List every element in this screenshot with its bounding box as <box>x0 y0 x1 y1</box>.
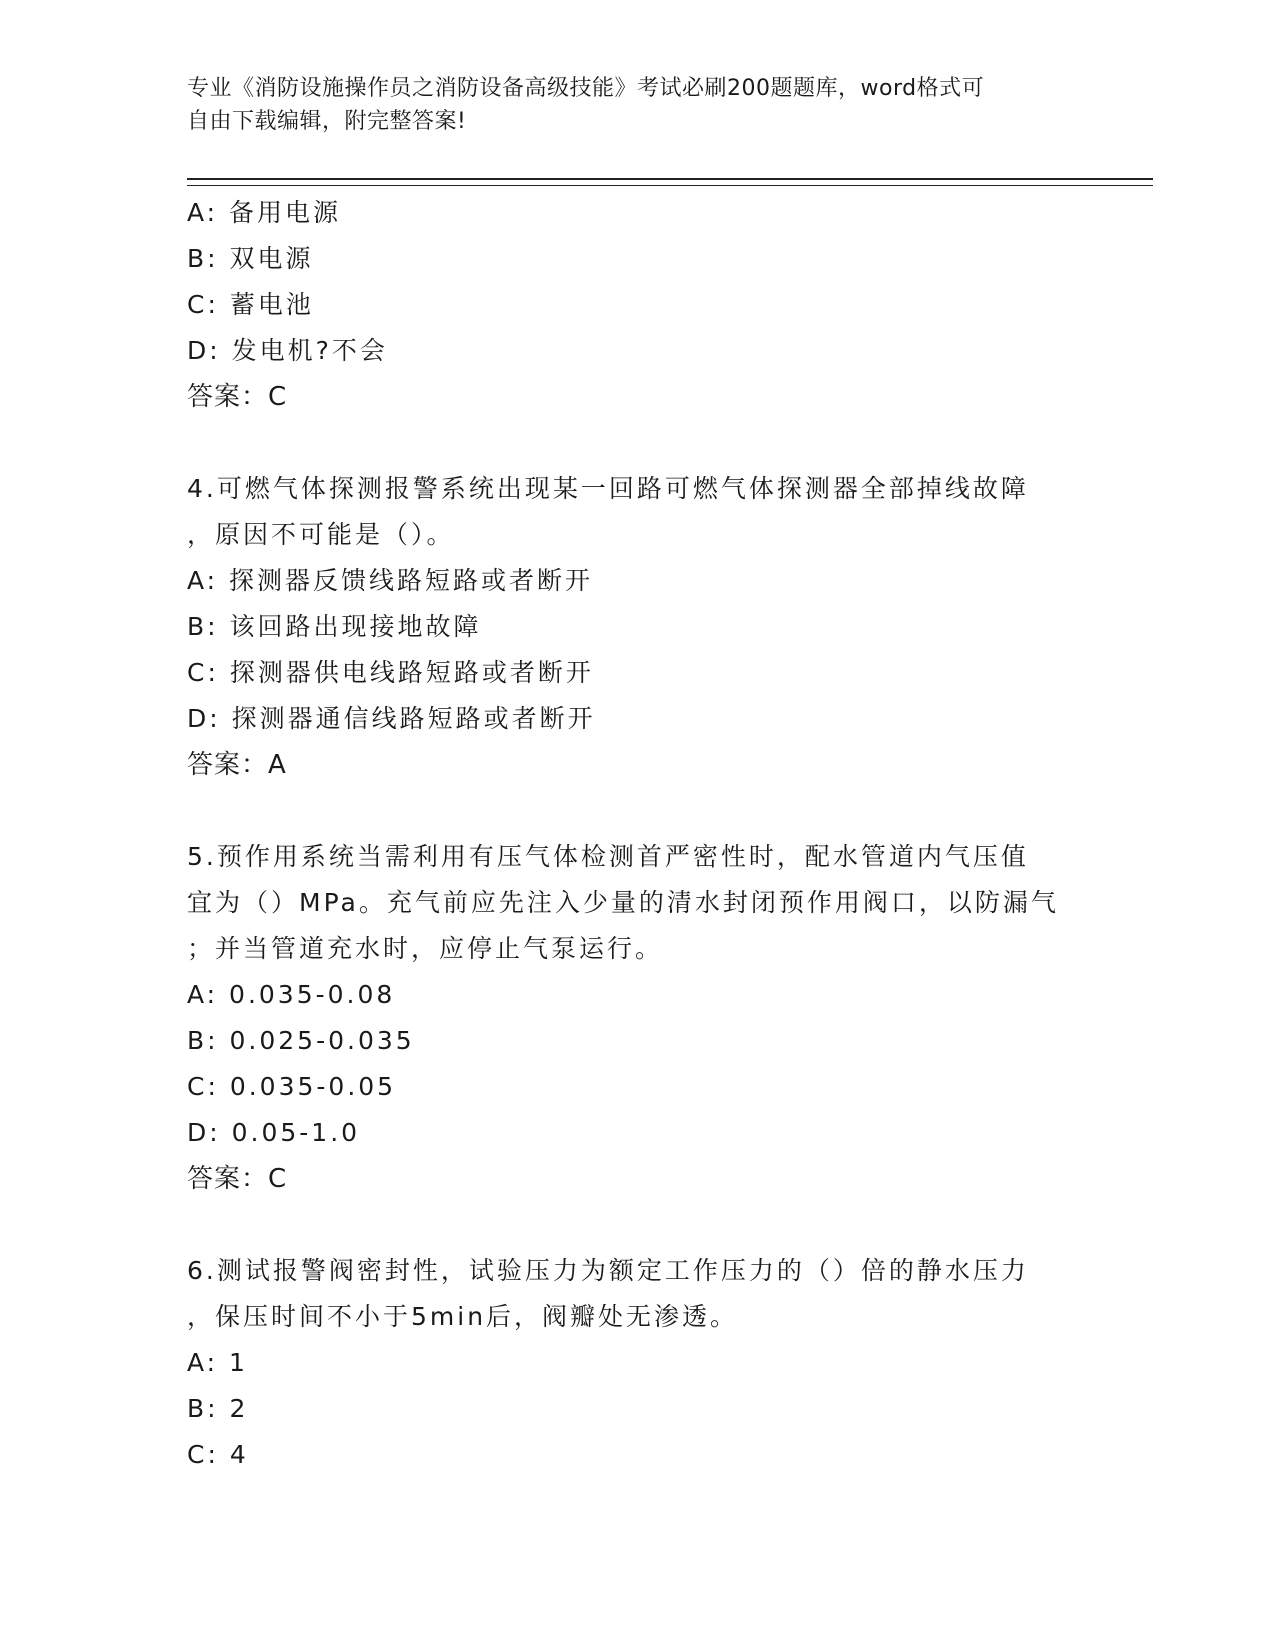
answer: 答案：C <box>187 1164 288 1194</box>
answer: 答案：C <box>187 382 288 412</box>
question-3 <box>187 190 1087 420</box>
option-c: C: 4 <box>187 1440 249 1469</box>
spacer <box>187 420 1087 466</box>
option-d: D: 发电机?不会 <box>187 336 388 365</box>
option-a: A: 0.035-0.08 <box>187 980 396 1009</box>
question-stem: 5.预作用系统当需利用有压气体检测首严密性时，配水管道内气压值 <box>187 842 1029 871</box>
option-a: A: 探测器反馈线路短路或者断开 <box>187 566 594 595</box>
header-line-2: 自由下载编辑，附完整答案! <box>187 109 467 134</box>
question-stem: 6.测试报警阀密封性，试验压力为额定工作压力的（）倍的静水压力 <box>187 1256 1029 1285</box>
question-list <box>187 190 1087 1478</box>
answer: 答案：A <box>187 750 287 780</box>
header-divider <box>187 178 1153 186</box>
spacer <box>187 788 1087 834</box>
question-stem: 宜为（）MPa。充气前应先注入少量的清水封闭预作用阀口，以防漏气 <box>187 888 1059 917</box>
option-b: B: 该回路出现接地故障 <box>187 612 482 641</box>
option-c: C: 蓄电池 <box>187 290 314 319</box>
question-4 <box>187 466 1087 788</box>
question-stem: 4.可燃气体探测报警系统出现某一回路可燃气体探测器全部掉线故障 <box>187 474 1029 503</box>
question-stem: ；并当管道充水时，应停止气泵运行。 <box>187 934 664 963</box>
question-stem: ，保压时间不小于5min后，阀瓣处无渗透。 <box>187 1302 739 1331</box>
question-5 <box>187 834 1087 1202</box>
header-line-1: 专业《消防设施操作员之消防设备高级技能》考试必刷200题题库，word格式可 <box>187 76 985 101</box>
option-c: C: 探测器供电线路短路或者断开 <box>187 658 594 687</box>
option-a: A: 备用电源 <box>187 198 342 227</box>
document-header <box>187 72 1077 138</box>
option-b: B: 0.025-0.035 <box>187 1026 415 1055</box>
option-d: D: 探测器通信线路短路或者断开 <box>187 704 596 733</box>
option-b: B: 2 <box>187 1394 249 1423</box>
question-stem: ，原因不可能是（）。 <box>187 520 455 549</box>
option-d: D: 0.05-1.0 <box>187 1118 361 1147</box>
question-6 <box>187 1248 1087 1478</box>
option-b: B: 双电源 <box>187 244 314 273</box>
option-c: C: 0.035-0.05 <box>187 1072 397 1101</box>
option-a: A: 1 <box>187 1348 248 1377</box>
spacer <box>187 1202 1087 1248</box>
